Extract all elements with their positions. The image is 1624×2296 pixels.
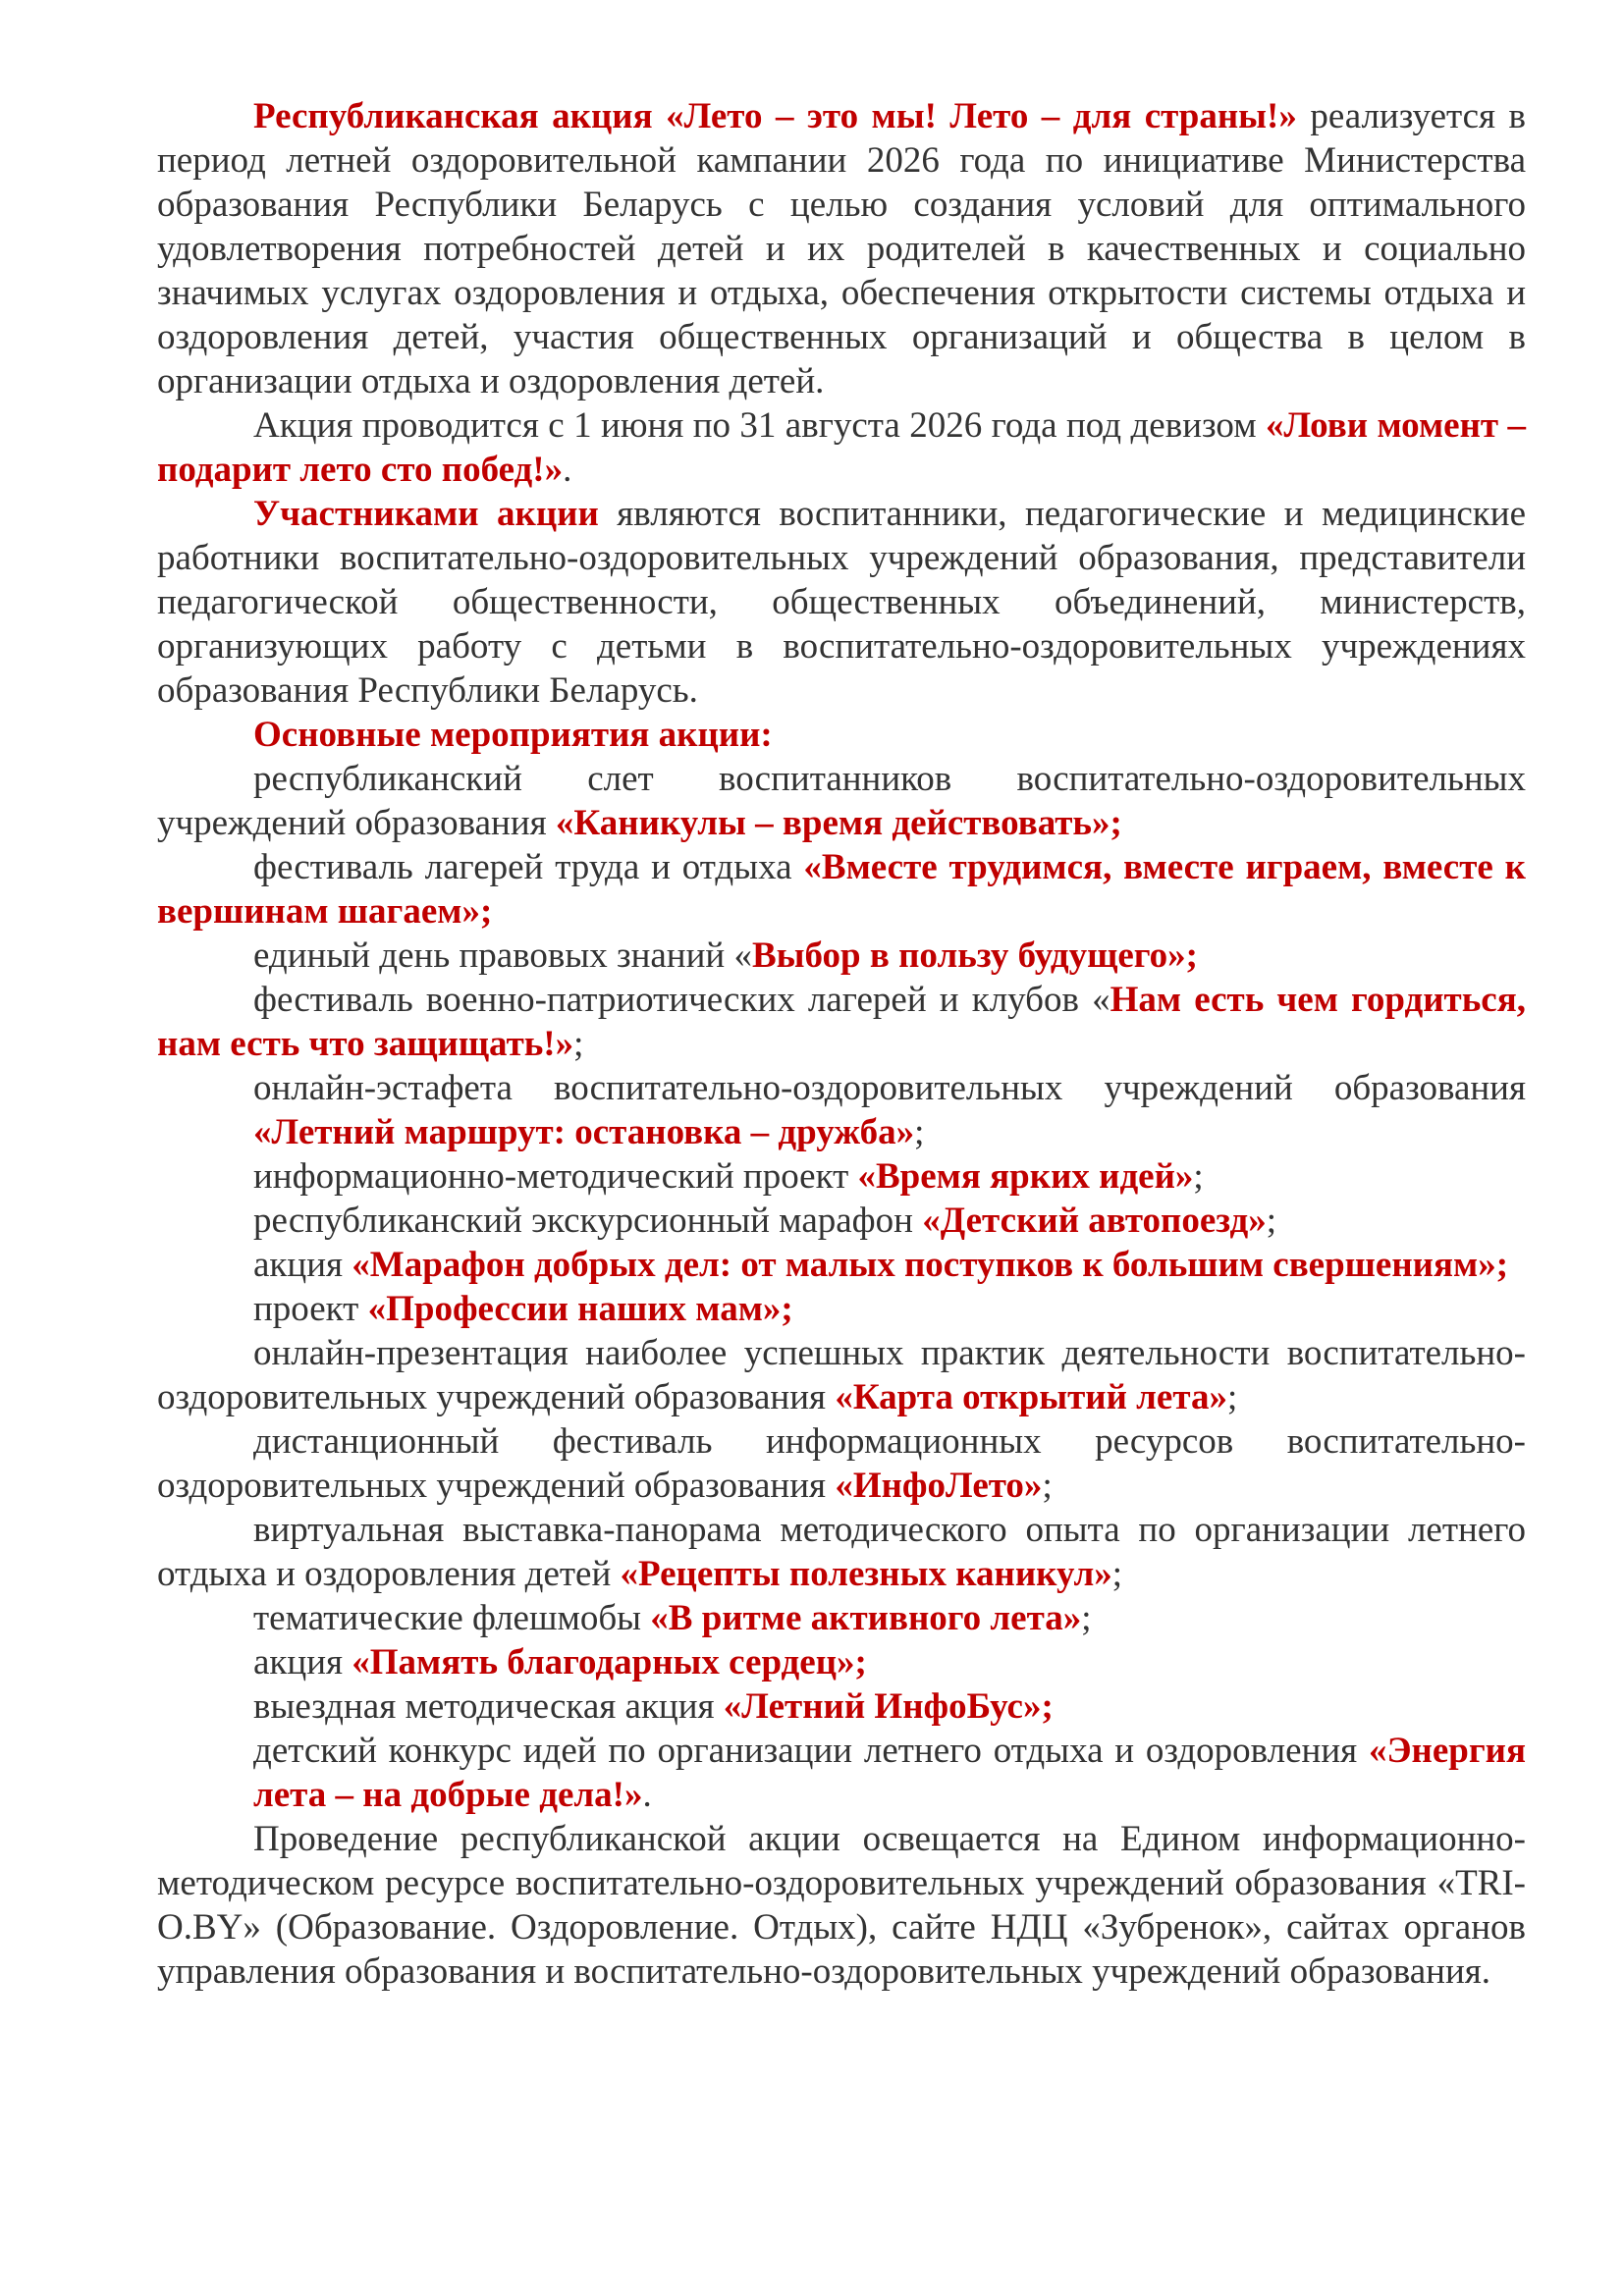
event-name: «Карта открытий лета»: [835, 1377, 1227, 1417]
intro-text: реализуется в период летней оздоровительной кампании 2026 года по инициативе Министерства образования Республики Беларусь с целью создания условий для оптимального удовлетворения потребностей детей и их родителей в качественных и социально значимых услугах оздоровления и отдыха, обеспечения открытости системы отдыха и оздоровления детей, участия общественных организаций и общества в целом в организации отдыха и оздоровления детей.: [157, 96, 1526, 401]
dates-end: .: [563, 450, 572, 490]
event-text: детский конкурс идей по организации летнего отдыха и оздоровления: [253, 1731, 1369, 1771]
event-item: [157, 757, 1526, 845]
event-end: .: [642, 1775, 652, 1815]
event-item: [157, 1154, 1526, 1199]
event-text: республиканский слет воспитанников воспитательно-оздоровительных учреждений образования: [157, 759, 1526, 843]
closing-paragraph: Проведение республиканской акции освещается на Едином информационно-методическом ресурсе воспитательно-оздоровительных учреждений образования «TRI-O.BY» (Образование. Оздоровление. Отдых), сайте НДЦ «Зубренок», сайтах органов управления образования и воспитательно-оздоровительных учреждений образования.: [157, 1819, 1526, 1992]
participants-text: являются воспитанники, педагогические и медицинские работники воспитательно-оздоровительных учреждений образования, представители педагогической общественности, общественных объединений, министерств, организующих работу с детьми в воспитательно-оздоровительных учреждениях образования Республики Беларусь.: [157, 494, 1527, 711]
event-text: единый день правовых знаний «: [253, 935, 752, 976]
event-name: Выбор в пользу будущего»;: [751, 935, 1198, 976]
action-title: Республиканская акция «Лето – это мы! Лето – для страны!»: [253, 96, 1297, 136]
event-name: «Память благодарных сердец»;: [352, 1642, 867, 1682]
event-name: «Вместе трудимся, вместе играем, вместе к вершинам шагаем»;: [157, 847, 1526, 932]
event-text: акция: [253, 1642, 352, 1682]
event-item: [157, 1684, 1526, 1729]
participants-paragraph: [157, 492, 1526, 713]
event-end: ;: [1226, 1377, 1238, 1417]
event-name: «Марафон добрых дел: от малых поступков к большим свершениям»;: [352, 1245, 1509, 1285]
event-name: «Профессии наших мам»;: [367, 1289, 793, 1329]
event-name: «Летний ИнфоБус»;: [723, 1686, 1054, 1727]
event-end: ;: [1111, 1554, 1123, 1594]
event-text: дистанционный фестиваль информационных ресурсов воспитательно-оздоровительных учреждений образования: [157, 1421, 1526, 1506]
events-heading: [157, 713, 1526, 757]
event-text: виртуальная выставка-панорама методического опыта по организации летнего отдыха и оздоровления детей: [157, 1510, 1526, 1594]
event-text: информационно-методический проект: [253, 1156, 858, 1197]
event-item: [157, 1596, 1526, 1640]
event-text: онлайн-эстафета воспитательно-оздоровительных учреждений образования: [253, 1068, 1526, 1108]
event-item: [157, 934, 1526, 978]
document-page: [157, 94, 1526, 1994]
event-text: онлайн-презентация наиболее успешных практик деятельности воспитательно-оздоровительных учреждений образования: [157, 1333, 1526, 1417]
event-item: [157, 845, 1526, 934]
event-name: «Энергия лета – на добрые дела!»: [253, 1731, 1526, 1815]
events-heading-text: Основные мероприятия акции:: [253, 715, 773, 755]
event-item: [157, 1066, 1526, 1154]
dates-paragraph: [157, 403, 1526, 492]
event-end: ;: [1081, 1598, 1092, 1638]
event-name: «В ритме активного лета»: [650, 1598, 1082, 1638]
event-item: [157, 1243, 1526, 1287]
event-text: фестиваль военно-патриотических лагерей и клубов «: [253, 980, 1110, 1020]
event-end: ;: [1193, 1156, 1204, 1197]
participants-heading: Участниками акции: [253, 494, 599, 534]
event-text: выездная методическая акция: [253, 1686, 724, 1727]
event-name: «Рецепты полезных каникул»: [620, 1554, 1112, 1594]
event-item: [157, 1419, 1526, 1508]
event-item: [157, 1331, 1526, 1419]
event-name: Нам есть чем гордиться, нам есть что защищать!»: [157, 980, 1526, 1064]
motto: «Лови момент – подарит лето сто побед!»: [157, 405, 1526, 490]
event-item: [157, 1508, 1526, 1596]
event-name: «Летний маршрут: остановка – дружба»: [253, 1112, 915, 1152]
event-text: проект: [253, 1289, 368, 1329]
event-text: тематические флешмобы: [253, 1598, 651, 1638]
event-text: фестиваль лагерей труда и отдыха: [253, 847, 804, 887]
event-name: «Каникулы – время действовать»;: [555, 803, 1122, 843]
event-name: «Детский автопоезд»: [922, 1201, 1267, 1241]
dates-text: Акция проводится с 1 июня по 31 августа 2026 года под девизом: [253, 405, 1267, 446]
event-item: [157, 1287, 1526, 1331]
event-item: [157, 1199, 1526, 1243]
event-end: ;: [1266, 1201, 1276, 1241]
event-end: ;: [573, 1024, 584, 1064]
event-item: [157, 1640, 1526, 1684]
event-item: [157, 1729, 1526, 1817]
event-text: акция: [253, 1245, 352, 1285]
event-item: [157, 978, 1526, 1066]
intro-paragraph: [157, 94, 1526, 403]
event-end: ;: [1042, 1466, 1053, 1506]
event-name: «Время ярких идей»: [857, 1156, 1194, 1197]
event-name: «ИнфоЛето»: [835, 1466, 1043, 1506]
event-text: республиканский экскурсионный марафон: [253, 1201, 923, 1241]
event-end: ;: [914, 1112, 925, 1152]
